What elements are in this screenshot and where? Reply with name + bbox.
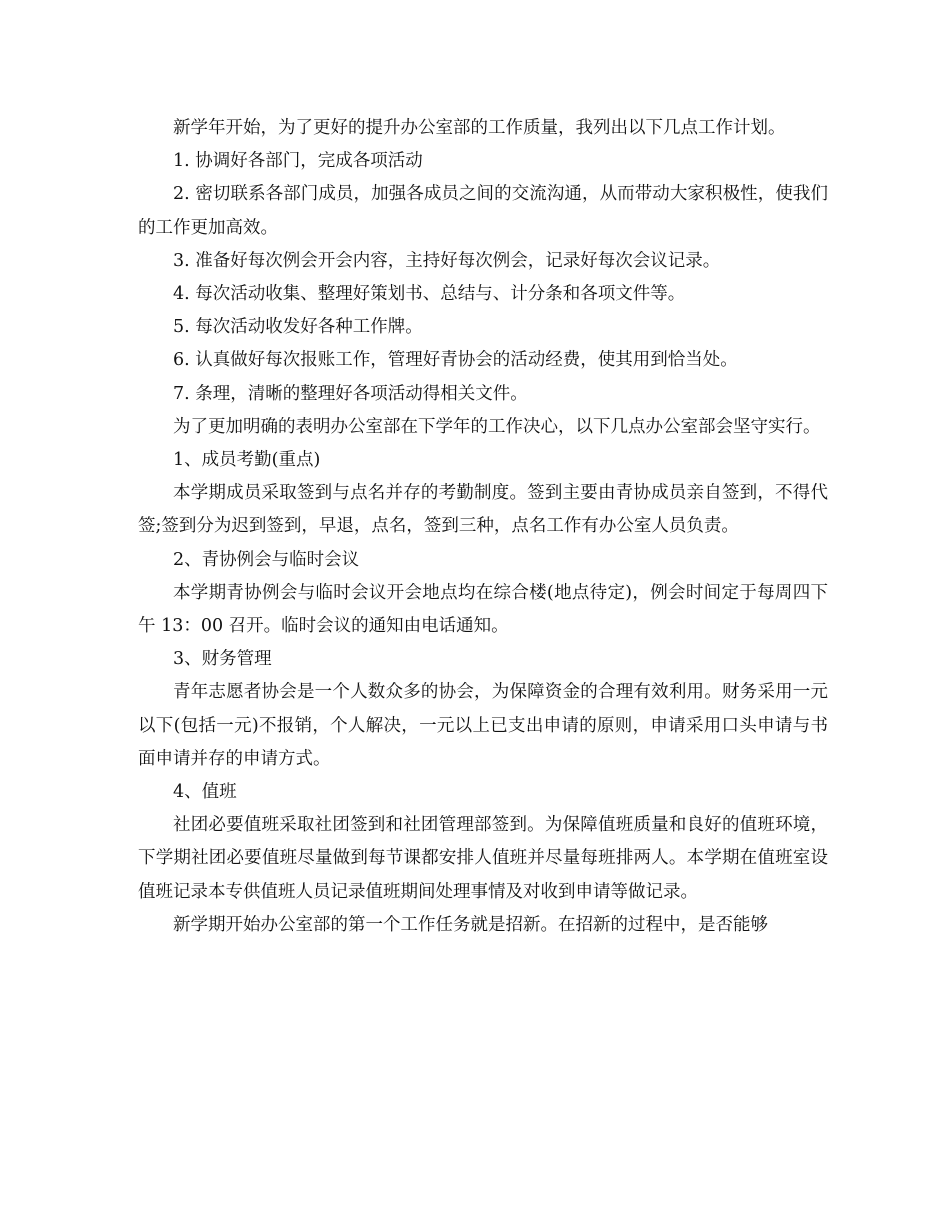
plan-item-3: 3. 准备好每次例会开会内容，主持好每次例会，记录好每次会议记录。 bbox=[173, 250, 721, 271]
document-page bbox=[138, 112, 828, 942]
duty-paragraph: 社团必要值班采取社团签到和社团管理部签到。为保障值班质量和良好的值班环境，下学期社团必要值班尽量做到每节课都安排人值班并尽量每班排两人。本学期在值班室设值班记录本专供值班人员记录值班期间处理事情及对收到申请等做记录。 bbox=[138, 815, 828, 902]
plan-item-4: 4. 每次活动收集、整理好策划书、总结与、计分条和各项文件等。 bbox=[173, 284, 686, 305]
plan-item-1: 1. 协调好各部门，完成各项活动 bbox=[173, 151, 423, 172]
section-heading-meetings: 2、青协例会与临时会议 bbox=[173, 549, 360, 570]
plan-item-6: 6. 认真做好每次报账工作，管理好青协会的活动经费，使其用到恰当处。 bbox=[173, 350, 738, 371]
section-heading-duty: 4、值班 bbox=[173, 782, 237, 803]
recruitment-paragraph: 新学期开始办公室部的第一个工作任务就是招新。在招新的过程中，是否能够 bbox=[173, 914, 768, 935]
plan-item-2: 2. 密切联系各部门成员，加强各成员之间的交流沟通，从而带动大家积极性，使我们的工作更加高效。 bbox=[138, 184, 828, 238]
section-heading-attendance: 1、成员考勤(重点) bbox=[173, 450, 321, 471]
finance-paragraph: 青年志愿者协会是一个人数众多的协会，为保障资金的合理有效利用。财务采用一元以下(包括一元)不报销，个人解决，一元以上已支出申请的原则，申请采用口头申请与书面申请并存的申请方式。 bbox=[138, 682, 828, 769]
meetings-paragraph: 本学期青协例会与临时会议开会地点均在综合楼(地点待定)，例会时间定于每周四下午 13：00 召开。临时会议的通知由电话通知。 bbox=[138, 582, 828, 637]
attendance-paragraph: 本学期成员采取签到与点名并存的考勤制度。签到主要由青协成员亲自签到，不得代签;签到分为迟到签到，早退，点名，签到三种，点名工作有办公室人员负责。 bbox=[138, 483, 828, 537]
resolution-paragraph: 为了更加明确的表明办公室部在下学年的工作决心，以下几点办公室部会坚守实行。 bbox=[173, 416, 821, 437]
plan-item-7: 7. 条理，清晰的整理好各项活动得相关文件。 bbox=[173, 383, 528, 404]
plan-item-5: 5. 每次活动收发好各种工作牌。 bbox=[173, 317, 423, 338]
intro-paragraph: 新学年开始，为了更好的提升办公室部的工作质量，我列出以下几点工作计划。 bbox=[173, 118, 786, 138]
section-heading-finance: 3、财务管理 bbox=[173, 649, 272, 670]
